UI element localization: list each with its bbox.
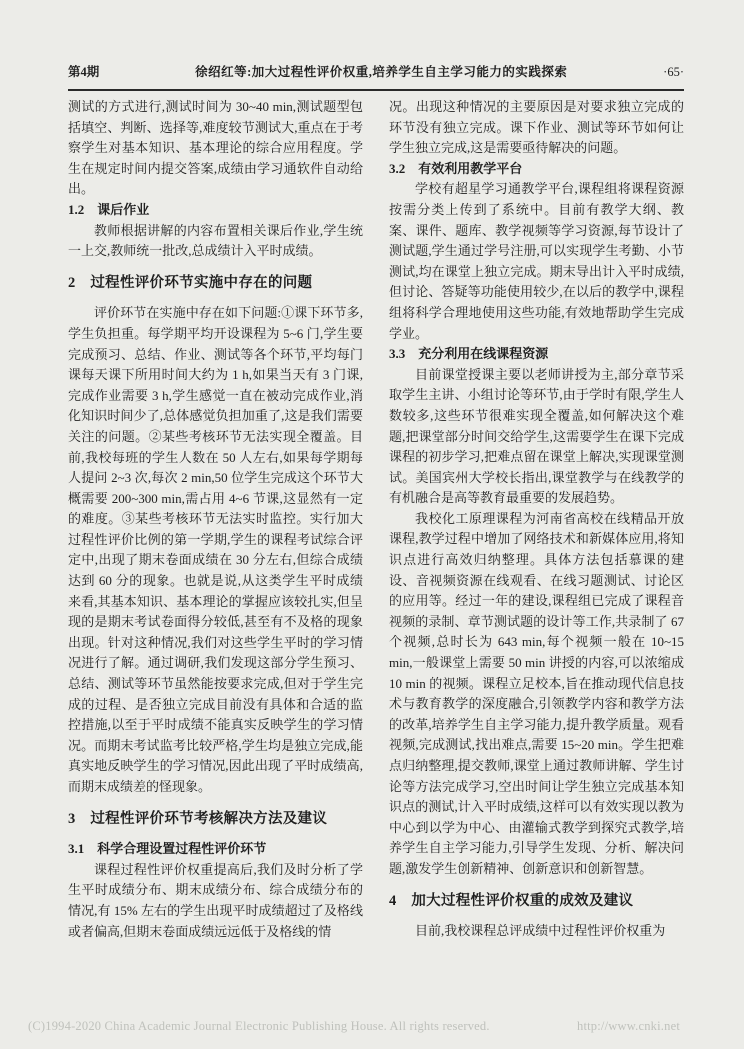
paragraph: 目前,我校课程总评成绩中过程性评价权重为 [415, 923, 666, 939]
paragraph: 况。出现这种情况的主要原因是对要求独立完成的环节没有独立完成。课下作业、测试等环节如何让学生独立完成,这是需要亟待解决的问题。 [389, 99, 684, 156]
section-heading: 4 加大过程性评价权重的成效及建议 [389, 892, 634, 909]
sub-heading: 3.1 科学合理设置过程性评价环节 [68, 841, 267, 857]
sub-heading: 3.2 有效利用教学平台 [389, 160, 523, 176]
running-header [68, 62, 684, 91]
running-title: 徐绍红等:加大过程性评价权重,培养学生自主学习能力的实践探索 [195, 65, 568, 79]
article-body [68, 97, 684, 942]
sub-heading: 3.3 充分利用在线课程资源 [389, 346, 549, 362]
section-heading: 2 过程性评价环节实施中存在的问题 [68, 274, 313, 291]
left-column [68, 97, 363, 942]
page-number: ·65· [663, 65, 684, 79]
page-footer [28, 1019, 680, 1034]
paragraph: 教师根据讲解的内容布置相关课后作业,学生统一上交,教师统一批改,总成绩计入平时成绩。 [68, 222, 363, 259]
right-column [389, 97, 684, 942]
section-heading: 3 过程性评价环节考核解决方法及建议 [68, 810, 328, 827]
cnki-url: http://www.cnki.net [577, 1019, 680, 1033]
paragraph: 我校化工原理课程为河南省高校在线精品开放课程,教学过程中增加了网络技术和新媒体应用,将知识点进行高效归纳整理。具体方法包括慕课的建设、音视频资源在线观看、在线习题测试、讨论区的应用等。经过一年的建设,课程组已完成了课程音视频的录制、章节测试题的设计等工作,共录制了 67 个视频,总时长为 643 min,每个视频一般在 10~15 min,一般课堂上需要 50 min 讲授的内容,可以浓缩成 10 min 的视频。课程立足校本,旨在推动现代信息技术与教育教学的深度融合,引领教学内容和教学方法的改革,培养学生自主学习能力,提升教学质量。观看视频,完成测试,找出难点,需要 15~20 min。学生把难点归纳整理,提交教师,课堂上通过教师讲解、学生讨论等方法完成学习,空出时间让学生独立完成基本知识点的测试,计入平时成绩,这样可以有效实现以教为中心到以学为中心、由灌输式教学到探究式教学,培养学生自主学习能力,引导学生发现、分析、解决问题,激发学生创新精神、创新意识和创新智慧。 [389, 510, 684, 876]
paragraph: 评价环节在实施中存在如下问题:①课下环节多,学生负担重。每学期平均开设课程为 5~6 门,学生要完成预习、总结、作业、测试等各个环节,平均每门课每天课下所用时间大约为 1 h,如果当天有 3 门课,完成作业需要 3 h,学生感觉一直在被动完成作业,消化知识时间少了,总体感觉负担加重了,这是我们需要关注的问题。②某些考核环节无法实现全覆盖。目前,我校每班的学生人数在 50 人左右,如果每学期每人提问 2~3 次,每次 2 min,50 位学生完成这个环节大概需要 200~300 min,需占用 4~6 节课,这显然有一定的难度。③某些考核环节无法实时监控。实行加大过程性评价比例的第一学期,学生的课程考试综合评定中,出现了期末卷面成绩在 30 分左右,但综合成绩达到 60 分的现象。也就是说,从这类学生平时成绩来看,其基本知识、基本理论的掌握应该较扎实,但呈现的是期末考试卷面得分较低,甚至有不及格的现象出现。针对这种情况,我们对这些学生平时的学习情况进行了解。通过调研,我们发现这部分学生预习、总结、测试等环节虽然能按要求完成,但对于学生完成的过程、是否独立完成目前没有具体和合适的监控措施,以至于平时成绩不能真实反映学生的学习情况。而期末考试监考比较严格,学生均是独立完成,能真实地反映学生的学习情况,因此出现了平时成绩高,而期末成绩差的怪现象。 [68, 305, 363, 794]
copyright-notice: (C)1994-2020 China Academic Journal Electronic Publishing House. All rights reserved. [28, 1019, 490, 1033]
paragraph: 课程过程性评价权重提高后,我们及时分析了学生平时成绩分布、期末成绩分布、综合成绩分布的情况,有 15% 左右的学生出现平时成绩超过了及格线或者偏高,但期末卷面成绩远远低于及格线的情 [68, 861, 363, 939]
issue-number: 第4期 [68, 65, 100, 79]
sub-heading: 1.2 课后作业 [68, 201, 150, 217]
paragraph: 学校有超星学习通教学平台,课程组将课程资源按需分类上传到了系统中。目前有教学大纲、教案、课件、题库、教学视频等学习资源,每节设计了测试题,学生通过学号注册,可以实现学生考勤、小节测试,均在课堂上独立完成。期末导出计入平时成绩,但讨论、答疑等功能使用较少,在以后的教学中,课程组将科学合理地使用这些功能,有效地帮助学生完成学业。 [389, 181, 684, 341]
paragraph: 测试的方式进行,测试时间为 30~40 min,测试题型包括填空、判断、选择等,难度较节测试大,重点在于考察学生对基本知识、基本理论的综合应用程度。学生在规定时间内提交答案,成绩由学习通软件自动给出。 [68, 99, 363, 197]
paragraph: 目前课堂授课主要以老师讲授为主,部分章节采取学生主讲、小组讨论等环节,由于学时有限,学生人数较多,这些环节很难实现全覆盖,如何解决这个难题,把课堂部分时间交给学生,这需要学生在课下完成课程的初步学习,把难点留在课堂上解决,实现课堂测试。美国宾州大学校长指出,课堂教学与在线教学的有机融合是高等教育最重要的发展趋势。 [389, 366, 684, 506]
